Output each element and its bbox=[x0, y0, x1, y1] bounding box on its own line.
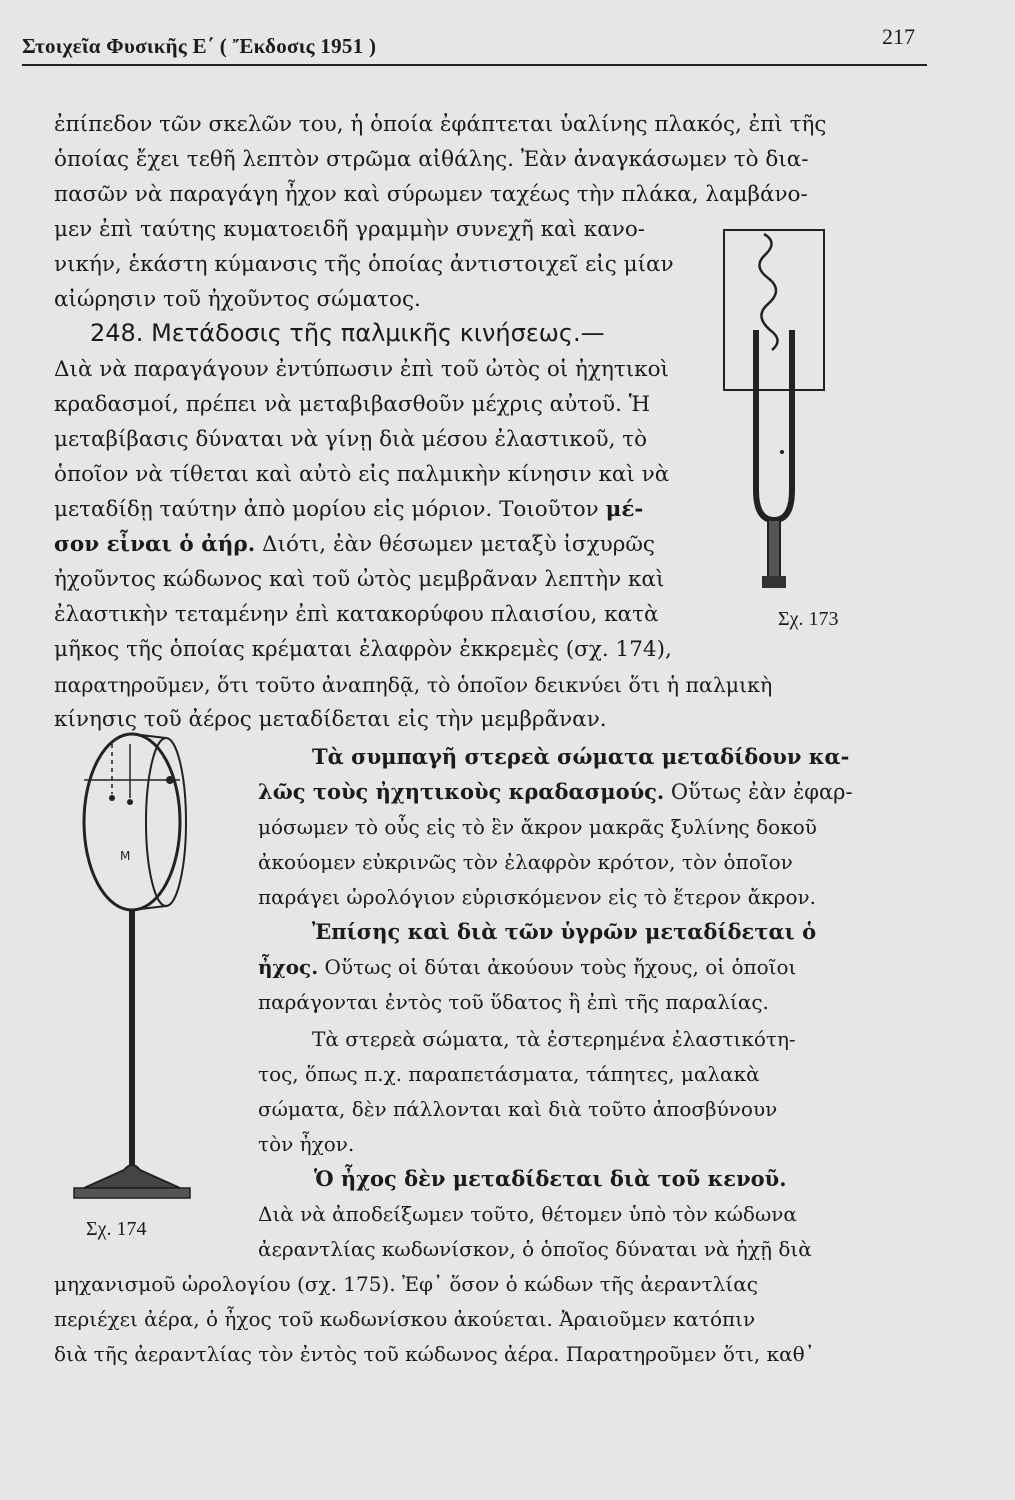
section-heading: 248. Μετάδοσις τῆς παλμικῆς κινήσεως.— bbox=[90, 319, 605, 347]
text-run: μεταδίδῃ ταύτην ἀπὸ μορίου εἰς μόριον. Τοιοῦτον bbox=[54, 497, 599, 522]
text-line: μῆκος τῆς ὁποίας κρέμαται ἐλαφρὸν ἐκκρεμὲς (σχ. 174), bbox=[54, 637, 672, 662]
header-title: Στοιχεῖα Φυσικῆς Ε΄ ( Ἔκδοσις 1951 ) bbox=[22, 34, 377, 58]
membrane-pendulum-figure bbox=[70, 730, 250, 1210]
bold-run: ἦχος. bbox=[258, 955, 319, 979]
text-line: παρατηροῦμεν, ὅτι τοῦτο ἀναπηδᾷ, τὸ ὁποῖον δεικνύει ὅτι ἡ παλμικὴ bbox=[54, 673, 773, 697]
text-line: Διὰ νὰ ἀποδείξωμεν τοῦτο, θέτομεν ὑπὸ τὸν κώδωνα bbox=[258, 1202, 797, 1226]
text-line: ἐπίπεδον τῶν σκελῶν του, ἡ ὁποία ἐφάπτεται ὑαλίνης πλακός, ἐπὶ τῆς bbox=[54, 112, 827, 137]
bold-run: μέ- bbox=[605, 497, 644, 522]
text-run: Οὕτως οἱ δύται ἀκούουν τοὺς ἤχους, οἱ ὁποῖοι bbox=[318, 955, 797, 979]
page-number: 217 bbox=[882, 24, 915, 49]
text-line: μεταβίβασις δύναται νὰ γίνῃ διὰ μέσου ἐλαστικοῦ, τὸ bbox=[54, 427, 648, 452]
text-run: Οὕτως ἐὰν ἐφαρ- bbox=[664, 780, 853, 804]
text-line: Τὰ στερεὰ σώματα, τὰ ἐστερημένα ἐλαστικότη- bbox=[312, 1027, 796, 1051]
text-line: Διὰ νὰ παραγάγουν ἐντύπωσιν ἐπὶ τοῦ ὠτὸς οἱ ἠχητικοὶ bbox=[54, 357, 669, 382]
text-line: ὁποῖον νὰ τίθεται καὶ αὐτὸ εἰς παλμικὴν κίνησιν καὶ νὰ bbox=[54, 462, 670, 487]
text-line: αἰώρησιν τοῦ ἠχοῦντος σώματος. bbox=[54, 287, 421, 312]
figure-caption: Σχ. 173 bbox=[778, 608, 839, 630]
text-line: ὁποίας ἔχει τεθῆ λεπτὸν στρῶμα αἰθάλης. Ἐὰν ἀναγκάσωμεν τὸ δια- bbox=[54, 147, 809, 172]
bold-heading: Ὁ ἦχος δὲν μεταδίδεται διὰ τοῦ κενοῦ. bbox=[314, 1166, 787, 1191]
text-line: διὰ τῆς ἀεραντλίας τὸν ἐντὸς τοῦ κώδωνος ἀέρα. Παρατηροῦμεν ὅτι, καθ᾽ bbox=[54, 1342, 815, 1366]
bold-heading: Ἐπίσης καὶ διὰ τῶν ὑγρῶν μεταδίδεται ὁ bbox=[312, 919, 817, 944]
text-line: ἀεραντλίας κωδωνίσκον, ὁ ὁποῖος δύναται νὰ ἠχῇ διὰ bbox=[258, 1237, 812, 1261]
text-line: περιέχει ἀέρα, ὁ ἦχος τοῦ κωδωνίσκου ἀκούεται. Ἀραιοῦμεν κατόπιν bbox=[54, 1307, 756, 1331]
bold-run: λῶς τοὺς ἠχητικοὺς κραδασμούς. bbox=[258, 779, 665, 804]
text-line: ἠχοῦντος κώδωνος καὶ τοῦ ὠτὸς μεμβρᾶναν λεπτὴν καὶ bbox=[54, 567, 665, 592]
text-line: πασῶν νὰ παραγάγη ἦχον καὶ σύρωμεν ταχέως τὴν πλάκα, λαμβάνο- bbox=[54, 182, 808, 207]
text-line: ἀκούομεν εὐκρινῶς τὸν ἐλαφρὸν κρότον, τὸν ὁποῖον bbox=[258, 850, 793, 874]
text-line bbox=[258, 952, 796, 982]
text-line: τος, ὅπως π.χ. παραπετάσματα, τάπητες, μαλακὰ bbox=[258, 1062, 760, 1086]
text-line: μηχανισμοῦ ὡρολογίου (σχ. 175). Ἐφ᾽ ὅσον ὁ κώδων τῆς ἀεραντλίας bbox=[54, 1272, 758, 1296]
text-line: παράγει ὡρολόγιον εὑρισκόμενον εἰς τὸ ἕτερον ἄκρον. bbox=[258, 885, 817, 909]
text-line bbox=[54, 530, 655, 560]
text-line: κραδασμοί, πρέπει νὰ μεταβιβασθοῦν μέχρις αὐτοῦ. Ἡ bbox=[54, 392, 651, 417]
running-header bbox=[22, 24, 927, 66]
tuning-fork-figure bbox=[720, 220, 840, 600]
text-line bbox=[258, 777, 853, 807]
text-line: σώματα, δὲν πάλλονται καὶ διὰ τοῦτο ἀποσβύνουν bbox=[258, 1097, 778, 1121]
text-line: μόσωμεν τὸ οὖς εἰς τὸ ἓν ἄκρον μακρᾶς ξυλίνης δοκοῦ bbox=[258, 815, 817, 839]
text-line: ἐλαστικὴν τεταμένην ἐπὶ κατακορύφου πλαισίου, κατὰ bbox=[54, 602, 659, 627]
text-line: τὸν ἦχον. bbox=[258, 1132, 355, 1156]
text-line: νικήν, ἑκάστη κύμανσις τῆς ὁποίας ἀντιστοιχεῖ εἰς μίαν bbox=[54, 252, 674, 277]
text-line: παράγονται ἐντὸς τοῦ ὕδατος ἢ ἐπὶ τῆς παραλίας. bbox=[258, 990, 769, 1014]
text-line bbox=[54, 495, 643, 525]
bold-run: σον εἶναι ὁ ἀήρ. bbox=[54, 532, 256, 557]
text-line: κίνησις τοῦ ἀέρος μεταδίδεται εἰς τὴν μεμβρᾶναν. bbox=[54, 707, 607, 732]
membrane-label: M bbox=[120, 849, 131, 863]
text-line: μεν ἐπὶ ταύτης κυματοειδῆ γραμμὴν συνεχῆ καὶ κανο- bbox=[54, 217, 646, 242]
figure-caption: Σχ. 174 bbox=[86, 1218, 147, 1240]
text-run: Διότι, ἐὰν θέσωμεν μεταξὺ ἰσχυρῶς bbox=[255, 532, 655, 557]
bold-heading: Τὰ συμπαγῆ στερεὰ σώματα μεταδίδουν κα- bbox=[312, 744, 850, 769]
